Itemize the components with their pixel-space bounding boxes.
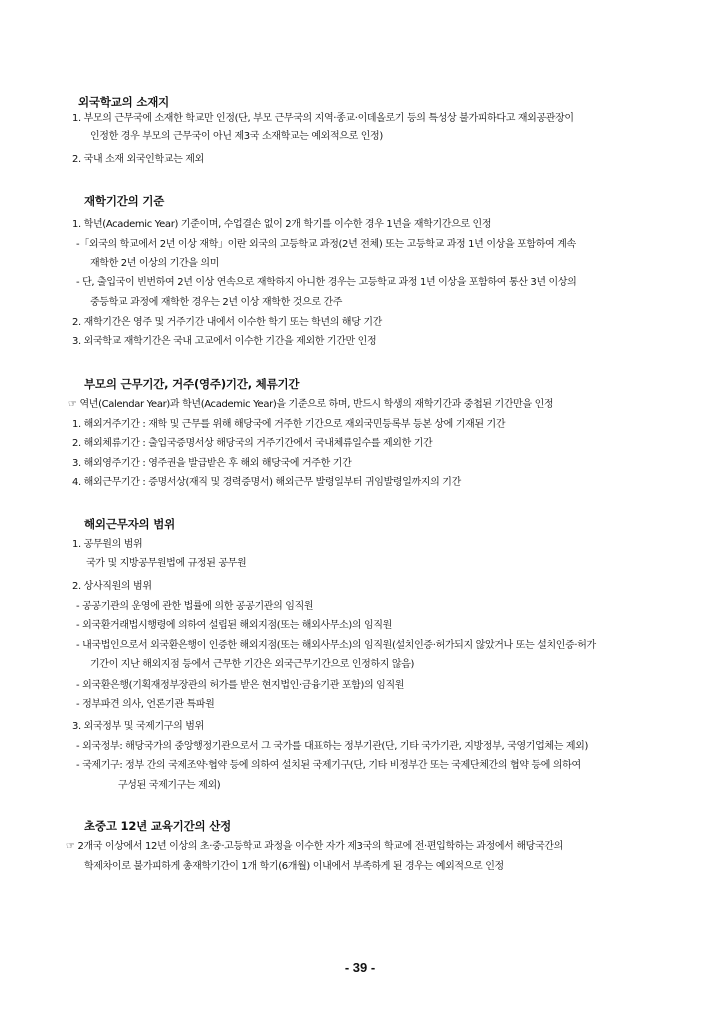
section-heading-enrollment-period: 재학기간의 기준	[84, 194, 165, 208]
text-line: 중등학교 과정에 재학한 경우는 2년 이상 재학한 것으로 간주	[90, 297, 343, 308]
text-line: - 국제기구: 정부 간의 국제조약·협약 등에 의하여 설치된 국제기구(단, 기타 비정부간 또는 국제단체간의 협약 등에 의하여	[76, 760, 581, 771]
text-line: 1. 학년(Academic Year) 기준이며, 수업결손 없이 2개 학기를 이수한 경우 1년을 재학기간으로 인정	[72, 219, 492, 230]
text-line: - 내국법인으로서 외국환은행이 인증한 해외지점(또는 해외사무소)의 임직원(설치인증·허가되지 않았거나 또는 설치인증·허가	[76, 640, 596, 651]
text-line: 재학한 2년 이상의 기간을 의미	[90, 258, 220, 269]
text-line: 인정한 경우 부모의 근무국이 아닌 제3국 소재학교는 예외적으로 인정)	[90, 131, 383, 142]
text-line: - 외국환은행(기획재정부장관의 허가를 받은 현지법인·금융기관 포함)의 임직원	[76, 680, 405, 691]
text-line: - 단, 출입국이 빈번하여 2년 이상 연속으로 재학하지 아니한 경우는 고등학교 과정 1년 이상을 포함하여 통산 3년 이상의	[76, 277, 577, 288]
section-heading-overseas-worker-scope: 해외근무자의 범위	[84, 517, 176, 531]
text-line: 3. 외국학교 재학기간은 국내 고교에서 이수한 기간을 제외한 기간만 인정	[72, 336, 377, 347]
text-line: - 외국정부: 해당국가의 중앙행정기관으로서 그 국가를 대표하는 정부기관(단, 기타 국가기관, 지방정부, 국영기업체는 제외)	[76, 741, 589, 752]
text-line: ☞ 2개국 이상에서 12년 이상의 초·중·고등학교 과정을 이수한 자가 제3국의 학교에 전·편입학하는 과정에서 해당국간의	[66, 841, 563, 852]
text-line: 4. 해외근무기간 : 증명서상(재직 및 경력증명서) 해외근무 발령일부터 귀임발령일까지의 기간	[72, 477, 461, 488]
section-heading-school-location: 외국학교의 소재지	[78, 95, 170, 109]
text-line: - 외국환거래법시행령에 의하여 설립된 해외지점(또는 해외사무소)의 임직원	[76, 620, 392, 631]
text-line: 2. 해외체류기간 : 출입국증명서상 해당국의 거주기간에서 국내체류일수를 제외한 기간	[72, 438, 433, 449]
text-line: 구성된 국제기구는 제외)	[118, 780, 221, 791]
section-heading-12-year-education: 초중고 12년 교육기간의 산정	[84, 819, 232, 833]
page-number: - 39 -	[344, 960, 376, 975]
text-line: -「외국의 학교에서 2년 이상 재학」이란 외국의 고등학교 과정(2년 전체) 또는 고등학교 과정 1년 이상을 포함하여 계속	[76, 239, 576, 250]
text-line: 2. 재학기간은 영주 및 거주기간 내에서 이수한 학기 또는 학년의 해당 기간	[72, 317, 382, 328]
text-line: 학제차이로 불가피하게 총재학기간이 1개 학기(6개월) 이내에서 부족하게 된 경우는 예외적으로 인정	[84, 861, 504, 872]
text-line: 3. 해외영주기간 : 영주권을 발급받은 후 해외 해당국에 거주한 기간	[72, 458, 352, 469]
text-line: 1. 해외거주기간 : 재학 및 근무를 위해 해당국에 거주한 기간으로 재외국민등록부 등본 상에 기재된 기간	[72, 419, 506, 430]
text-line: 3. 외국정부 및 국제기구의 범위	[72, 721, 204, 732]
text-line: 국가 및 지방공무원법에 규정된 공무원	[86, 558, 247, 569]
text-line: - 공공기관의 운영에 관한 법률에 의한 공공기관의 임직원	[76, 601, 314, 612]
text-line: 1. 부모의 근무국에 소재한 학교만 인정(단, 부모 근무국의 지역·종교·이데올로기 등의 특성상 불가피하다고 재외공관장이	[72, 113, 574, 124]
text-line: 1. 공무원의 범위	[72, 539, 143, 550]
text-line: - 정부파견 의사, 언론기관 특파원	[76, 699, 215, 710]
text-line: ☞ 역년(Calendar Year)과 학년(Academic Year)을 기준으로 하며, 반드시 학생의 재학기간과 중첩된 기간만을 인정	[68, 399, 554, 410]
text-line: 2. 상사직원의 범위	[72, 581, 152, 592]
text-line: 2. 국내 소재 외국인학교는 제외	[72, 154, 204, 165]
section-heading-residence-period: 부모의 근무기간, 거주(영주)기간, 체류기간	[84, 377, 300, 391]
text-line: 기간이 지난 해외지점 등에서 근무한 기간은 외국근무기간으로 인정하지 않음)	[90, 659, 415, 670]
